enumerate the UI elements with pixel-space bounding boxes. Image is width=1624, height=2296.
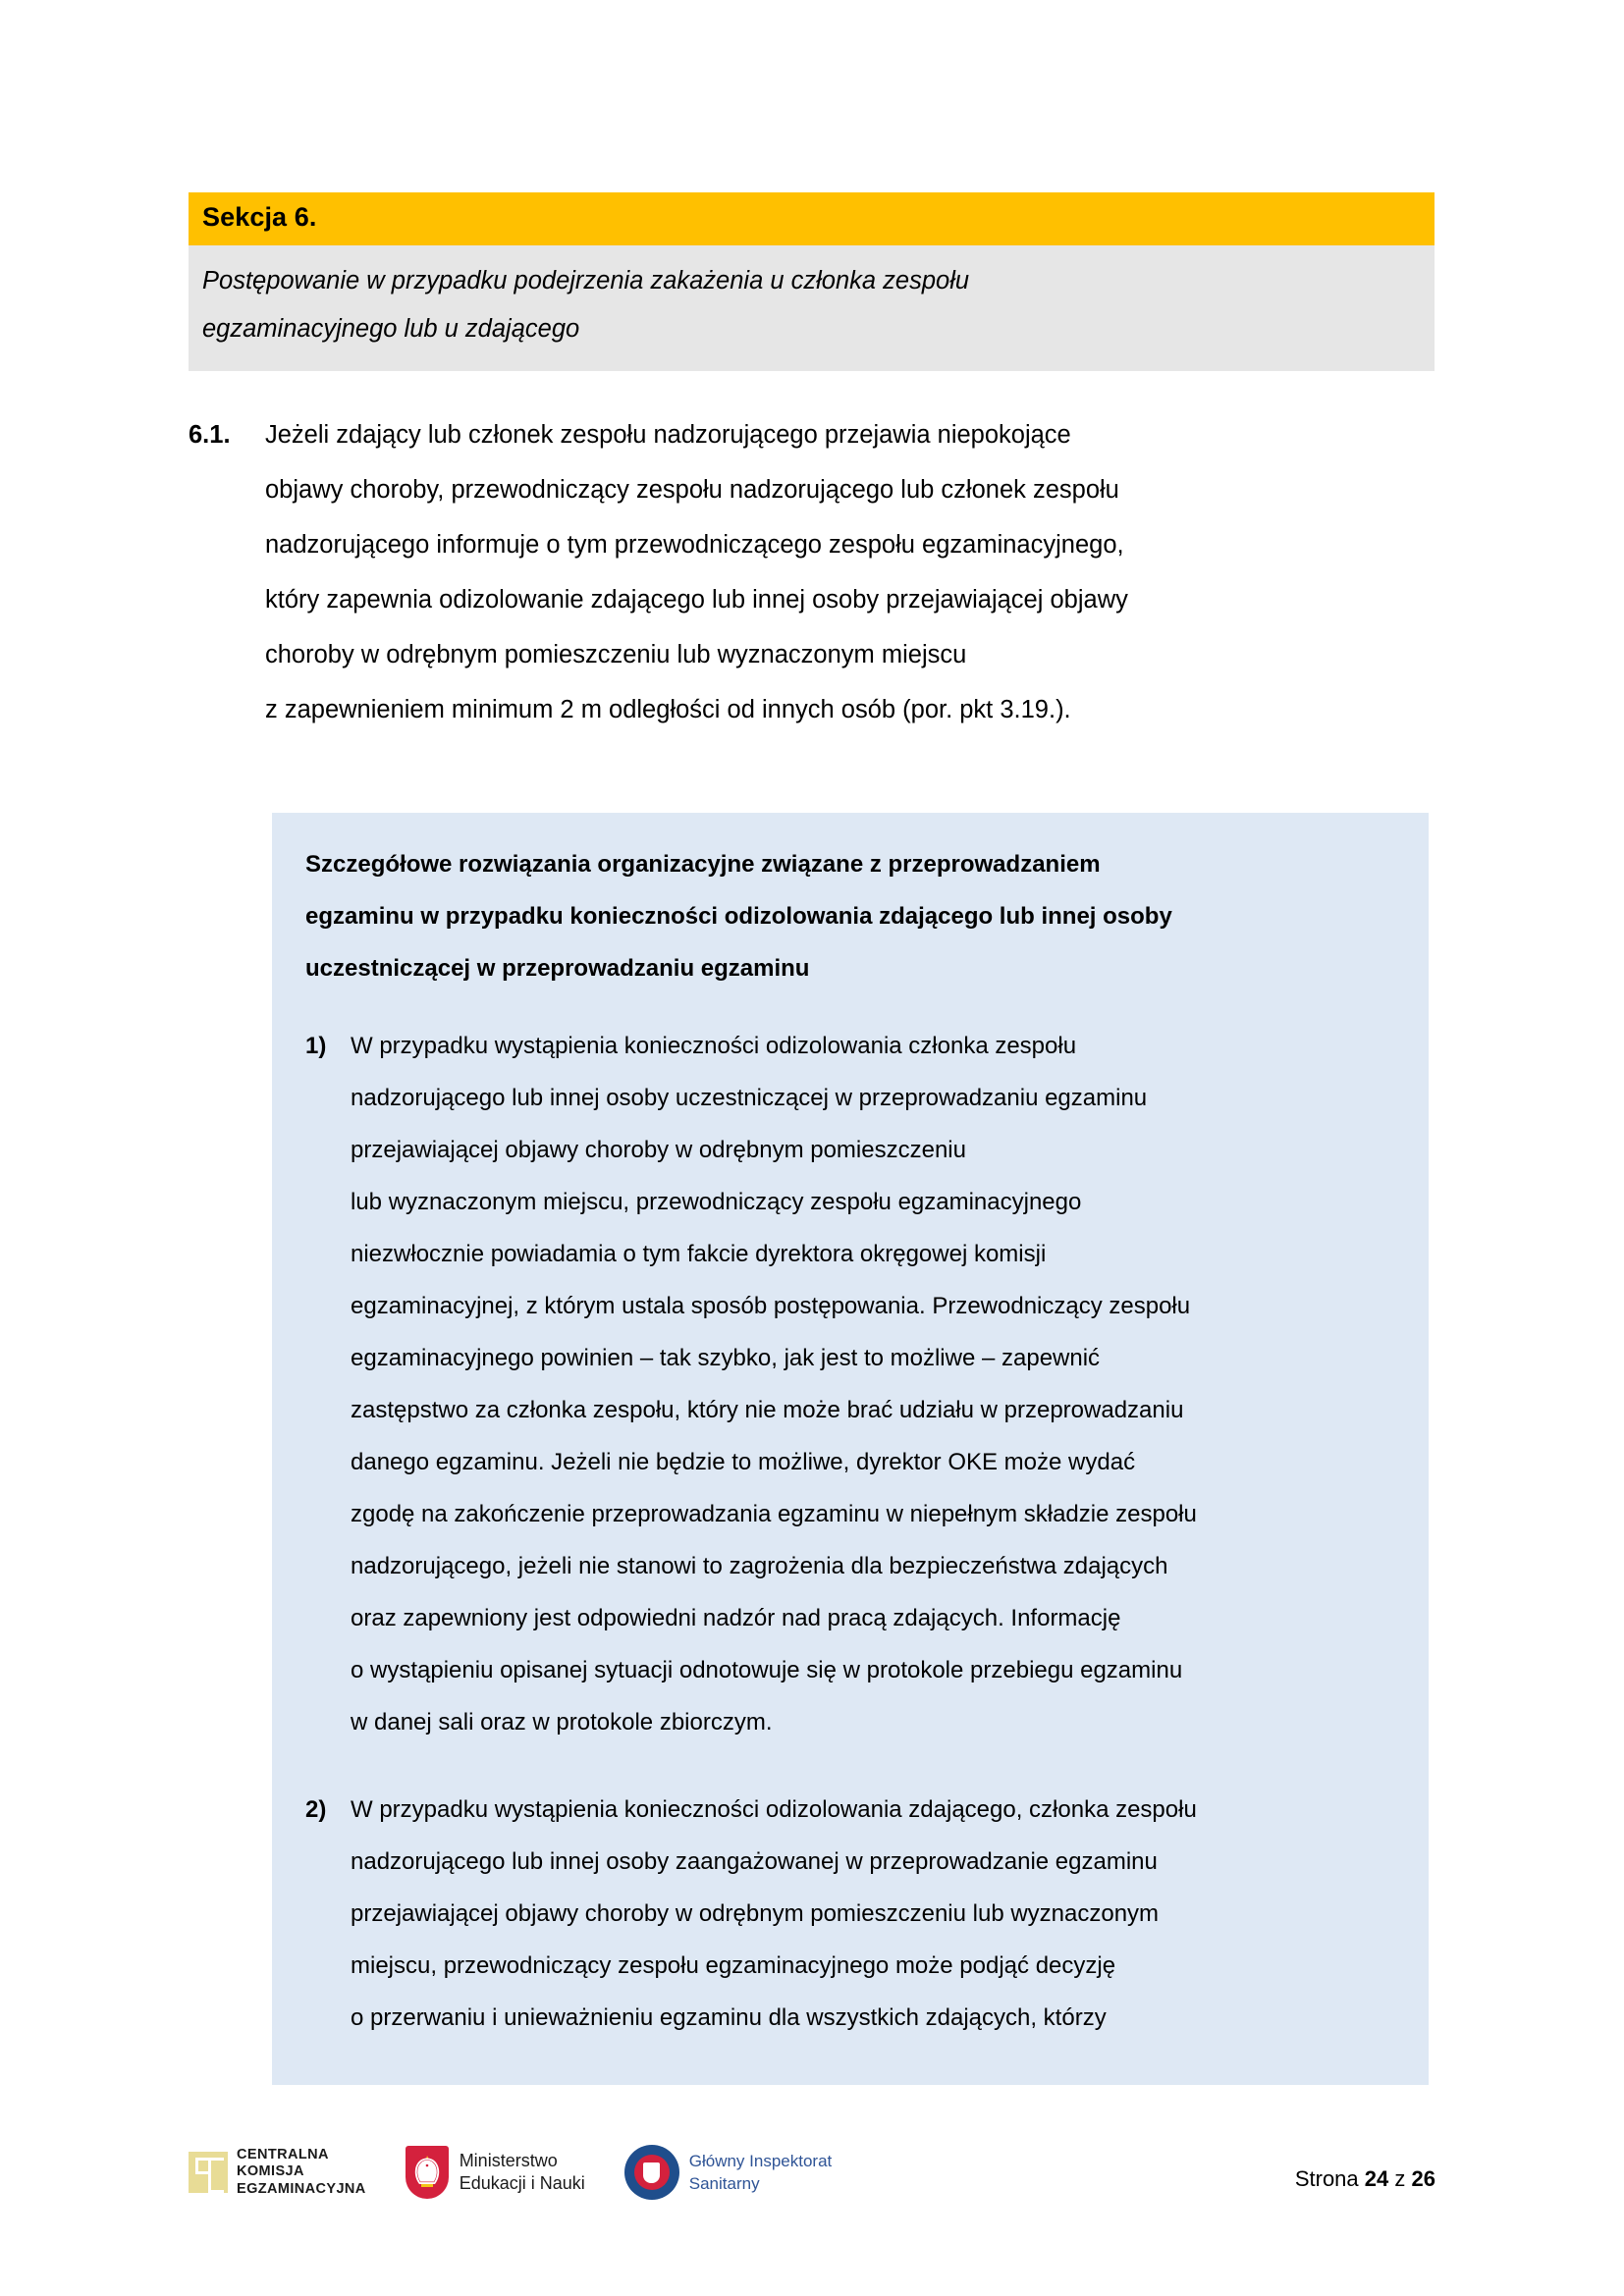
callout-title bbox=[305, 838, 1395, 994]
callout-item-line: egzaminacyjnej, z którym ustala sposób postępowania. Przewodniczący zespołu bbox=[351, 1293, 1191, 1319]
callout-item-line: lub wyznaczonym miejscu, przewodniczący zespołu egzaminacyjnego bbox=[351, 1189, 1082, 1215]
cke-logo-line: CENTRALNA bbox=[237, 2146, 329, 2163]
callout-list-item bbox=[305, 1020, 1395, 1748]
section-subtitle-line: egzaminacyjnego lub u zdającego bbox=[202, 315, 580, 343]
callout-box bbox=[272, 813, 1429, 2085]
callout-item-line: danego egzaminu. Jeżeli nie będzie to możliwe, dyrektor OKE może wydać bbox=[351, 1449, 1136, 1475]
section-subtitle-line: Postępowanie w przypadku podejrzenia zakażenia u członka zespołu bbox=[202, 267, 970, 294]
footer-logo-group bbox=[189, 2145, 832, 2200]
clause-line: objawy choroby, przewodniczący zespołu nadzorującego lub członek zespołu bbox=[265, 476, 1119, 504]
page-footer bbox=[0, 2145, 1624, 2263]
page-total: 26 bbox=[1411, 2166, 1435, 2191]
seal-plate bbox=[643, 2163, 660, 2183]
clause-line: nadzorującego informuje o tym przewodniczącego zespołu egzaminacyjnego, bbox=[265, 531, 1124, 559]
clause-body bbox=[265, 407, 1435, 737]
page-separator: z bbox=[1394, 2166, 1406, 2191]
callout-item-line: egzaminacyjnego powinien – tak szybko, jak jest to możliwe – zapewnić bbox=[351, 1345, 1101, 1371]
callout-item-line: przejawiającej objawy choroby w odrębnym pomieszczeniu bbox=[351, 1137, 966, 1163]
callout-item-line: W przypadku wystąpienia konieczności odizolowania zdającego, członka zespołu bbox=[351, 1796, 1197, 1823]
callout-title-line: egzaminu w przypadku konieczności odizolowania zdającego lub innej osoby bbox=[305, 903, 1172, 930]
callout-list bbox=[305, 1020, 1395, 2044]
section-header-bar bbox=[189, 192, 1435, 245]
clause-line: z zapewnieniem minimum 2 m odległości od innych osób (por. pkt 3.19.). bbox=[265, 696, 1071, 723]
callout-item-line: miejscu, przewodniczący zespołu egzaminacyjnego może podjąć decyzję bbox=[351, 1952, 1116, 1979]
callout-item-body bbox=[351, 1020, 1395, 1748]
callout-title-line: Szczegółowe rozwiązania organizacyjne związane z przeprowadzaniem bbox=[305, 851, 1101, 878]
callout-list-item bbox=[305, 1784, 1395, 2044]
callout-item-body bbox=[351, 1784, 1395, 2044]
clause-line: choroby w odrębnym pomieszczeniu lub wyznaczonym miejscu bbox=[265, 641, 967, 668]
callout-item-line: o wystąpieniu opisanej sytuacji odnotowuje się w protokole przebiegu egzaminu bbox=[351, 1657, 1183, 1683]
section-title: Sekcja 6. bbox=[202, 202, 317, 232]
section-subtitle-block bbox=[189, 245, 1435, 371]
callout-item-line: przejawiającej objawy choroby w odrębnym pomieszczeniu lub wyznaczonym bbox=[351, 1900, 1160, 1927]
gis-logo-text bbox=[689, 2150, 833, 2195]
callout-item-marker: 1) bbox=[305, 1033, 327, 1059]
gis-logo-line: Główny Inspektorat bbox=[688, 2152, 833, 2170]
seal-inner bbox=[634, 2155, 670, 2190]
callout-title-line: uczestniczącej w przeprowadzaniu egzaminu bbox=[305, 955, 810, 982]
clause-6-1 bbox=[189, 407, 1435, 737]
clause-line: który zapewnia odizolowanie zdającego lub innej osoby przejawiającej objawy bbox=[265, 586, 1128, 614]
men-logo-text bbox=[460, 2150, 585, 2195]
callout-item-line: W przypadku wystąpienia konieczności odizolowania członka zespołu bbox=[351, 1033, 1077, 1059]
men-logo bbox=[406, 2146, 585, 2199]
cke-logo-line: KOMISJA bbox=[237, 2163, 304, 2180]
callout-item-line: zastępstwo za członka zespołu, który nie może brać udziału w przeprowadzaniu bbox=[351, 1397, 1184, 1423]
callout-item-line: zgodę na zakończenie przeprowadzania egzaminu w niepełnym składzie zespołu bbox=[351, 1501, 1197, 1527]
men-logo-line: Edukacji i Nauki bbox=[459, 2173, 585, 2193]
page-number bbox=[1295, 2166, 1435, 2192]
clause-line: Jeżeli zdający lub członek zespołu nadzorującego przejawia niepokojące bbox=[265, 421, 1071, 449]
cke-monogram-icon bbox=[189, 2152, 228, 2193]
callout-item-line: w danej sali oraz w protokole zbiorczym. bbox=[351, 1709, 773, 1735]
cke-logo-line: EGZAMINACYJNA bbox=[237, 2180, 366, 2197]
gis-logo-line: Sanitarny bbox=[688, 2174, 760, 2193]
callout-item-line: nadzorującego, jeżeli nie stanowi to zagrożenia dla bezpieczeństwa zdających bbox=[351, 1553, 1168, 1579]
page-current: 24 bbox=[1364, 2166, 1389, 2191]
cke-logo-text bbox=[237, 2147, 366, 2199]
polish-eagle-icon bbox=[406, 2146, 449, 2199]
cke-logo bbox=[189, 2147, 366, 2199]
sanitary-inspection-seal-icon bbox=[624, 2145, 679, 2200]
callout-item-line: nadzorującego lub innej osoby zaangażowanej w przeprowadzanie egzaminu bbox=[351, 1848, 1158, 1875]
callout-item-line: o przerwaniu i unieważnieniu egzaminu dla wszystkich zdających, którzy bbox=[351, 2004, 1107, 2031]
callout-item-line: niezwłocznie powiadamia o tym fakcie dyrektora okręgowej komisji bbox=[351, 1241, 1047, 1267]
gis-logo bbox=[624, 2145, 833, 2200]
callout-item-line: oraz zapewniony jest odpowiedni nadzór nad pracą zdających. Informację bbox=[351, 1605, 1121, 1631]
men-logo-line: Ministerstwo bbox=[459, 2151, 558, 2170]
page-label: Strona bbox=[1294, 2166, 1359, 2191]
section-header bbox=[189, 192, 1435, 371]
callout-item-marker: 2) bbox=[305, 1796, 327, 1823]
callout-item-line: nadzorującego lub innej osoby uczestniczącej w przeprowadzaniu egzaminu bbox=[351, 1085, 1148, 1111]
clause-number: 6.1. bbox=[189, 421, 231, 449]
